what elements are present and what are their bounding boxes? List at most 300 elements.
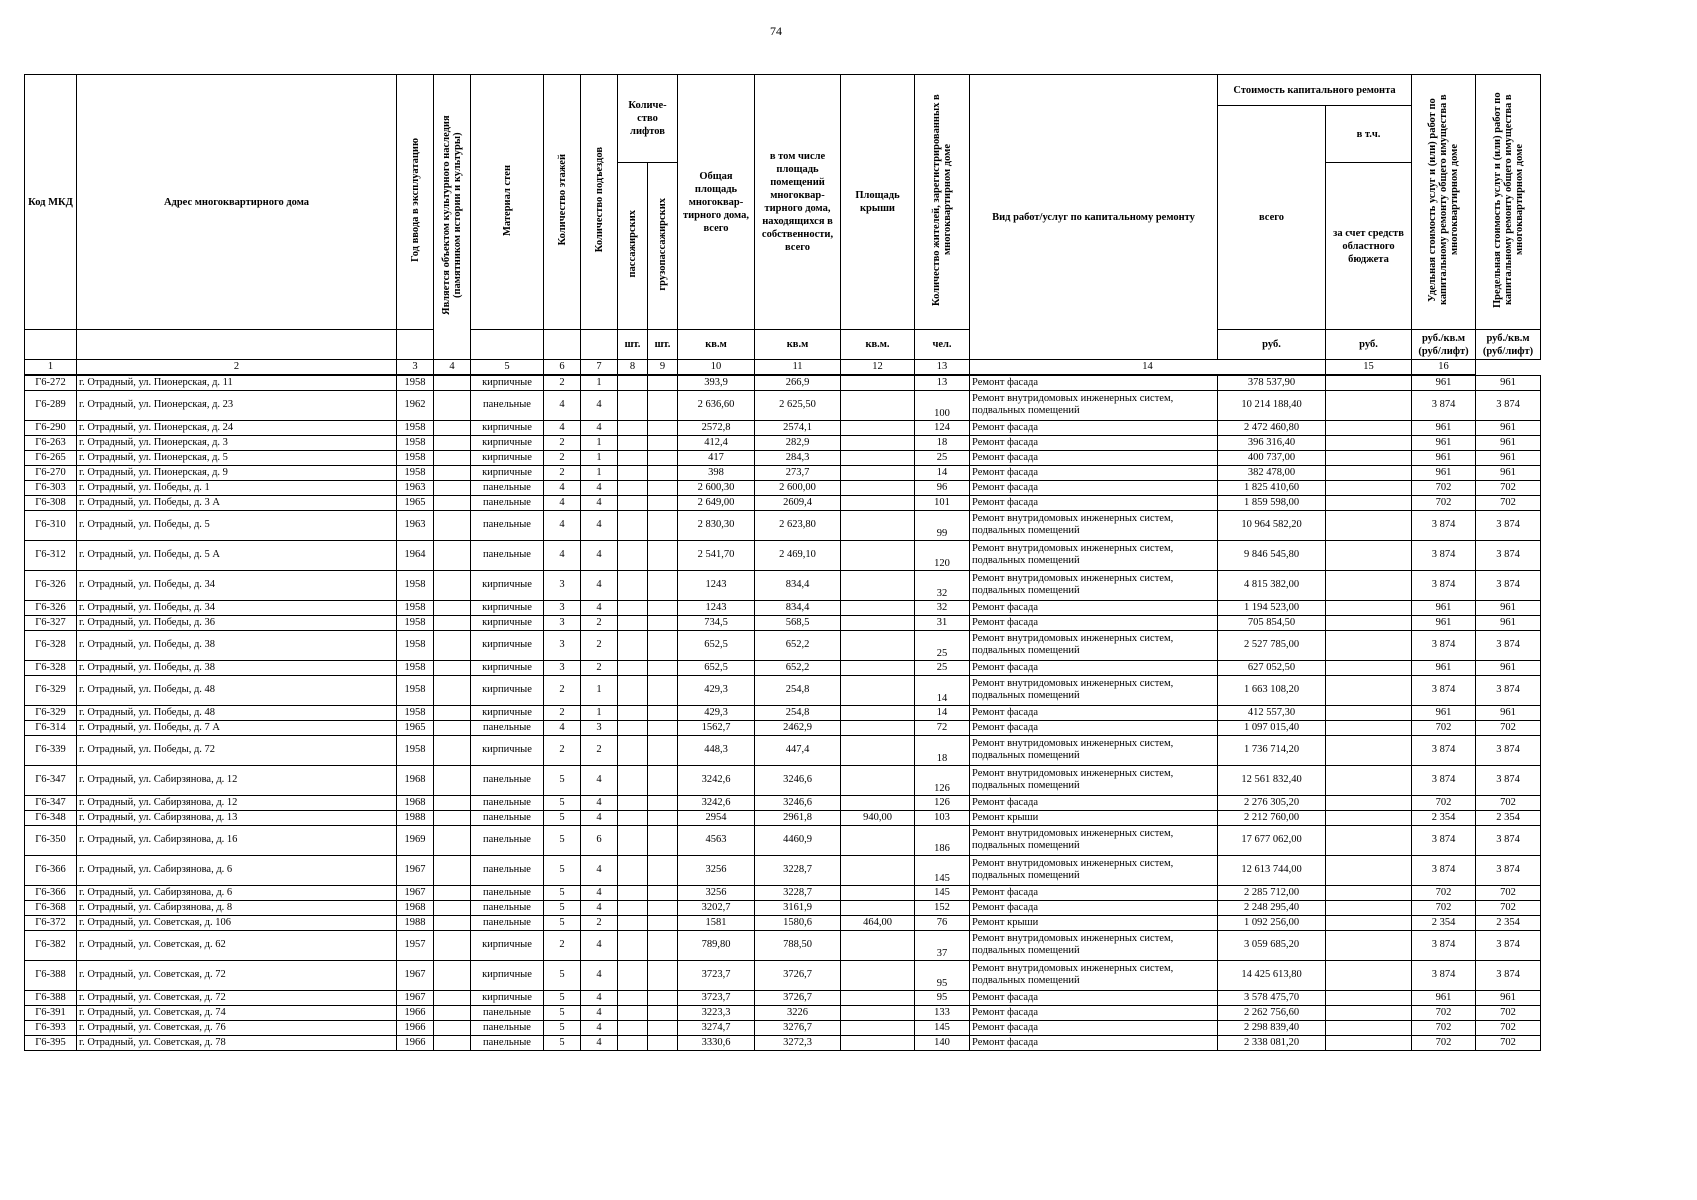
address-cell: г. Отрадный, ул. Победы, д. 48 — [77, 675, 397, 705]
roof-area-cell — [841, 765, 915, 795]
mkd-code-cell: Г6-393 — [25, 1020, 77, 1035]
mkd-code-cell: Г6-314 — [25, 720, 77, 735]
cost-regional-cell — [1326, 855, 1412, 885]
address-cell: г. Отрадный, ул. Победы, д. 34 — [77, 570, 397, 600]
year-built-cell: 1962 — [397, 390, 434, 420]
residents-cell: 145 — [915, 1020, 970, 1035]
cost-total-cell: 1 097 015,40 — [1218, 720, 1326, 735]
year-built-cell: 1967 — [397, 990, 434, 1005]
table-row — [25, 1005, 1541, 1020]
limit-cost-cell: 3 874 — [1476, 855, 1541, 885]
entrances-cell: 3 — [581, 720, 618, 735]
unit-cost-cell: 961 — [1412, 420, 1476, 435]
work-type-cell: Ремонт внутридомовых инженерных систем, подвальных помещений — [970, 960, 1218, 990]
column-number-row — [25, 360, 1541, 376]
address-cell: г. Отрадный, ул. Пионерская, д. 9 — [77, 465, 397, 480]
residents-cell: 76 — [915, 915, 970, 930]
cost-regional-cell — [1326, 915, 1412, 930]
floors-cell: 5 — [544, 1035, 581, 1050]
year-built-cell: 1958 — [397, 375, 434, 390]
lifts-cargo-cell — [648, 420, 678, 435]
limit-cost-cell: 3 874 — [1476, 735, 1541, 765]
unit-unit-cost: руб./кв.м (руб/лифт) — [1412, 330, 1476, 360]
wall-material-cell: панельные — [471, 885, 544, 900]
mkd-code-cell: Г6-326 — [25, 570, 77, 600]
owned-area-cell: 273,7 — [755, 465, 841, 480]
column-number: 12 — [841, 360, 915, 376]
mkd-code-cell: Г6-347 — [25, 795, 77, 810]
limit-cost-cell: 3 874 — [1476, 930, 1541, 960]
year-built-cell: 1958 — [397, 465, 434, 480]
table-row — [25, 390, 1541, 420]
residents-cell: 32 — [915, 570, 970, 600]
floors-cell: 5 — [544, 825, 581, 855]
unit-cost-cell: 3 874 — [1412, 510, 1476, 540]
owned-area-cell: 3272,3 — [755, 1035, 841, 1050]
lifts-cargo-cell — [648, 450, 678, 465]
total-area-cell: 417 — [678, 450, 755, 465]
heritage-flag-cell — [434, 990, 471, 1005]
lifts-cargo-cell — [648, 1020, 678, 1035]
work-type-cell: Ремонт внутридомовых инженерных систем, подвальных помещений — [970, 510, 1218, 540]
floors-cell: 2 — [544, 450, 581, 465]
lifts-passenger-cell — [618, 915, 648, 930]
limit-cost-cell: 961 — [1476, 420, 1541, 435]
lifts-passenger-cell — [618, 885, 648, 900]
floors-cell: 3 — [544, 660, 581, 675]
roof-area-cell — [841, 990, 915, 1005]
floors-cell: 4 — [544, 510, 581, 540]
limit-cost-cell: 3 874 — [1476, 570, 1541, 600]
total-area-cell: 3723,7 — [678, 960, 755, 990]
total-area-cell: 1562,7 — [678, 720, 755, 735]
wall-material-cell: панельные — [471, 900, 544, 915]
roof-area-cell — [841, 615, 915, 630]
year-built-cell: 1965 — [397, 720, 434, 735]
residents-cell: 72 — [915, 720, 970, 735]
unit-roof-area: кв.м. — [841, 330, 915, 360]
roof-area-cell — [841, 720, 915, 735]
lifts-passenger-cell — [618, 1035, 648, 1050]
heritage-flag-cell — [434, 570, 471, 600]
address-cell: г. Отрадный, ул. Пионерская, д. 11 — [77, 375, 397, 390]
total-area-cell: 429,3 — [678, 705, 755, 720]
table-row — [25, 465, 1541, 480]
owned-area-cell: 568,5 — [755, 615, 841, 630]
header-total-area: Общая площадь многоквар-тирного дома, всего — [678, 75, 755, 330]
limit-cost-cell: 961 — [1476, 660, 1541, 675]
total-area-cell: 734,5 — [678, 615, 755, 630]
total-area-cell: 2954 — [678, 810, 755, 825]
limit-cost-cell: 3 874 — [1476, 510, 1541, 540]
entrances-cell: 4 — [581, 570, 618, 600]
entrances-cell: 2 — [581, 735, 618, 765]
cost-regional-cell — [1326, 495, 1412, 510]
heritage-flag-cell — [434, 615, 471, 630]
heritage-flag-cell — [434, 930, 471, 960]
wall-material-cell: кирпичные — [471, 420, 544, 435]
unit-cost-cell: 961 — [1412, 990, 1476, 1005]
cost-total-cell: 2 248 295,40 — [1218, 900, 1326, 915]
owned-area-cell: 788,50 — [755, 930, 841, 960]
mkd-code-cell: Г6-395 — [25, 1035, 77, 1050]
heritage-flag-cell — [434, 660, 471, 675]
owned-area-cell: 282,9 — [755, 435, 841, 450]
total-area-cell: 412,4 — [678, 435, 755, 450]
year-built-cell: 1968 — [397, 795, 434, 810]
lifts-passenger-cell — [618, 600, 648, 615]
cost-regional-cell — [1326, 885, 1412, 900]
residents-cell: 124 — [915, 420, 970, 435]
lifts-passenger-cell — [618, 435, 648, 450]
unit-floors — [544, 330, 581, 360]
limit-cost-cell: 3 874 — [1476, 630, 1541, 660]
total-area-cell: 3242,6 — [678, 795, 755, 810]
header-work-type: Вид работ/услуг по капитальному ремонту — [970, 75, 1218, 360]
lifts-cargo-cell — [648, 1035, 678, 1050]
floors-cell: 3 — [544, 570, 581, 600]
entrances-cell: 4 — [581, 600, 618, 615]
wall-material-cell: кирпичные — [471, 600, 544, 615]
cost-total-cell: 627 052,50 — [1218, 660, 1326, 675]
roof-area-cell — [841, 465, 915, 480]
table-row — [25, 735, 1541, 765]
roof-area-cell — [841, 825, 915, 855]
lifts-cargo-cell — [648, 390, 678, 420]
cost-total-cell: 400 737,00 — [1218, 450, 1326, 465]
lifts-cargo-cell — [648, 810, 678, 825]
unit-cost-cell: 961 — [1412, 705, 1476, 720]
lifts-passenger-cell — [618, 540, 648, 570]
lifts-passenger-cell — [618, 420, 648, 435]
residents-cell: 14 — [915, 705, 970, 720]
cost-regional-cell — [1326, 570, 1412, 600]
header-cost: Стоимость капитального ремонта — [1218, 75, 1412, 106]
header-lifts-passenger: пассажирских — [618, 163, 648, 330]
entrances-cell: 4 — [581, 990, 618, 1005]
floors-cell: 2 — [544, 375, 581, 390]
wall-material-cell: панельные — [471, 765, 544, 795]
cost-total-cell: 382 478,00 — [1218, 465, 1326, 480]
cost-total-cell: 10 214 188,40 — [1218, 390, 1326, 420]
cost-regional-cell — [1326, 1005, 1412, 1020]
lifts-cargo-cell — [648, 435, 678, 450]
wall-material-cell: кирпичные — [471, 960, 544, 990]
owned-area-cell: 3246,6 — [755, 795, 841, 810]
roof-area-cell — [841, 375, 915, 390]
owned-area-cell: 2961,8 — [755, 810, 841, 825]
cost-regional-cell — [1326, 510, 1412, 540]
roof-area-cell — [841, 705, 915, 720]
address-cell: г. Отрадный, ул. Советская, д. 72 — [77, 960, 397, 990]
work-type-cell: Ремонт крыши — [970, 810, 1218, 825]
work-type-cell: Ремонт внутридомовых инженерных систем, подвальных помещений — [970, 390, 1218, 420]
total-area-cell: 1581 — [678, 915, 755, 930]
total-area-cell: 2 830,30 — [678, 510, 755, 540]
header-cost-regional: за счет средств областного бюджета — [1326, 163, 1412, 330]
floors-cell: 5 — [544, 990, 581, 1005]
limit-cost-cell: 3 874 — [1476, 825, 1541, 855]
residents-cell: 103 — [915, 810, 970, 825]
cost-regional-cell — [1326, 705, 1412, 720]
cost-total-cell: 705 854,50 — [1218, 615, 1326, 630]
total-area-cell: 3223,3 — [678, 1005, 755, 1020]
address-cell: г. Отрадный, ул. Победы, д. 1 — [77, 480, 397, 495]
year-built-cell: 1958 — [397, 630, 434, 660]
lifts-passenger-cell — [618, 930, 648, 960]
wall-material-cell: панельные — [471, 390, 544, 420]
entrances-cell: 4 — [581, 855, 618, 885]
entrances-cell: 1 — [581, 465, 618, 480]
lifts-cargo-cell — [648, 930, 678, 960]
lifts-passenger-cell — [618, 720, 648, 735]
work-type-cell: Ремонт внутридомовых инженерных систем, подвальных помещений — [970, 765, 1218, 795]
wall-material-cell: панельные — [471, 510, 544, 540]
address-cell: г. Отрадный, ул. Победы, д. 38 — [77, 660, 397, 675]
mkd-code-cell: Г6-391 — [25, 1005, 77, 1020]
table-row — [25, 765, 1541, 795]
column-number: 3 — [397, 360, 434, 376]
roof-area-cell — [841, 1005, 915, 1020]
roof-area-cell — [841, 1035, 915, 1050]
total-area-cell: 3256 — [678, 885, 755, 900]
mkd-code-cell: Г6-303 — [25, 480, 77, 495]
roof-area-cell — [841, 675, 915, 705]
wall-material-cell: панельные — [471, 540, 544, 570]
year-built-cell: 1957 — [397, 930, 434, 960]
lifts-passenger-cell — [618, 660, 648, 675]
work-type-cell: Ремонт фасада — [970, 375, 1218, 390]
lifts-cargo-cell — [648, 990, 678, 1005]
residents-cell: 25 — [915, 450, 970, 465]
unit-cost-total: руб. — [1218, 330, 1326, 360]
mkd-code-cell: Г6-289 — [25, 390, 77, 420]
residents-cell: 133 — [915, 1005, 970, 1020]
wall-material-cell: кирпичные — [471, 465, 544, 480]
table-row — [25, 540, 1541, 570]
cost-regional-cell — [1326, 480, 1412, 495]
cost-regional-cell — [1326, 765, 1412, 795]
column-number: 8 — [618, 360, 648, 376]
address-cell: г. Отрадный, ул. Победы, д. 34 — [77, 600, 397, 615]
wall-material-cell: кирпичные — [471, 705, 544, 720]
table-row — [25, 615, 1541, 630]
address-cell: г. Отрадный, ул. Сабирзянова, д. 8 — [77, 900, 397, 915]
roof-area-cell — [841, 630, 915, 660]
cost-total-cell: 412 557,30 — [1218, 705, 1326, 720]
year-built-cell: 1967 — [397, 960, 434, 990]
mkd-code-cell: Г6-372 — [25, 915, 77, 930]
entrances-cell: 4 — [581, 900, 618, 915]
total-area-cell: 789,80 — [678, 930, 755, 960]
unit-cost-cell: 702 — [1412, 1035, 1476, 1050]
cost-total-cell: 2 338 081,20 — [1218, 1035, 1326, 1050]
column-number: 13 — [915, 360, 970, 376]
table-row — [25, 885, 1541, 900]
mkd-code-cell: Г6-382 — [25, 930, 77, 960]
unit-cost-regional: руб. — [1326, 330, 1412, 360]
total-area-cell: 2 636,60 — [678, 390, 755, 420]
mkd-code-cell: Г6-368 — [25, 900, 77, 915]
total-area-cell: 652,5 — [678, 660, 755, 675]
wall-material-cell: панельные — [471, 495, 544, 510]
unit-cost-cell: 702 — [1412, 1020, 1476, 1035]
floors-cell: 5 — [544, 915, 581, 930]
heritage-flag-cell — [434, 480, 471, 495]
heritage-flag-cell — [434, 1005, 471, 1020]
heritage-flag-cell — [434, 765, 471, 795]
unit-lifts-cargo: шт. — [648, 330, 678, 360]
column-number: 14 — [970, 360, 1326, 376]
cost-regional-cell — [1326, 630, 1412, 660]
year-built-cell: 1967 — [397, 885, 434, 900]
heritage-flag-cell — [434, 510, 471, 540]
roof-area-cell — [841, 390, 915, 420]
heritage-flag-cell — [434, 900, 471, 915]
work-type-cell: Ремонт внутридомовых инженерных систем, подвальных помещений — [970, 570, 1218, 600]
heritage-flag-cell — [434, 600, 471, 615]
address-cell: г. Отрадный, ул. Победы, д. 5 — [77, 510, 397, 540]
header-unit-cost: Удельная стоимость услуг и (или) работ по капитальному ремонту общего имущества в многоквартирном доме — [1412, 75, 1476, 330]
limit-cost-cell: 702 — [1476, 1005, 1541, 1020]
work-type-cell: Ремонт фасада — [970, 450, 1218, 465]
wall-material-cell: панельные — [471, 825, 544, 855]
cost-total-cell: 396 316,40 — [1218, 435, 1326, 450]
roof-area-cell — [841, 735, 915, 765]
unit-cost-cell: 3 874 — [1412, 930, 1476, 960]
heritage-flag-cell — [434, 495, 471, 510]
cost-total-cell: 2 472 460,80 — [1218, 420, 1326, 435]
roof-area-cell: 940,00 — [841, 810, 915, 825]
limit-cost-cell: 2 354 — [1476, 810, 1541, 825]
mkd-code-cell: Г6-339 — [25, 735, 77, 765]
year-built-cell: 1968 — [397, 765, 434, 795]
table-row — [25, 600, 1541, 615]
residents-cell: 126 — [915, 795, 970, 810]
total-area-cell: 1243 — [678, 600, 755, 615]
roof-area-cell — [841, 435, 915, 450]
unit-cost-cell: 3 874 — [1412, 630, 1476, 660]
wall-material-cell: кирпичные — [471, 615, 544, 630]
total-area-cell: 429,3 — [678, 675, 755, 705]
cost-total-cell: 4 815 382,00 — [1218, 570, 1326, 600]
cost-regional-cell — [1326, 420, 1412, 435]
unit-cost-cell: 961 — [1412, 615, 1476, 630]
mkd-code-cell: Г6-347 — [25, 765, 77, 795]
floors-cell: 4 — [544, 390, 581, 420]
cost-regional-cell — [1326, 900, 1412, 915]
owned-area-cell: 3228,7 — [755, 855, 841, 885]
mkd-code-cell: Г6-366 — [25, 885, 77, 900]
table-row — [25, 705, 1541, 720]
cost-regional-cell — [1326, 960, 1412, 990]
limit-cost-cell: 702 — [1476, 795, 1541, 810]
address-cell: г. Отрадный, ул. Сабирзянова, д. 13 — [77, 810, 397, 825]
lifts-passenger-cell — [618, 795, 648, 810]
cost-total-cell: 14 425 613,80 — [1218, 960, 1326, 990]
lifts-passenger-cell — [618, 705, 648, 720]
mkd-code-cell: Г6-326 — [25, 600, 77, 615]
floors-cell: 4 — [544, 480, 581, 495]
work-type-cell: Ремонт фасада — [970, 1035, 1218, 1050]
entrances-cell: 4 — [581, 495, 618, 510]
residents-cell: 126 — [915, 765, 970, 795]
lifts-passenger-cell — [618, 630, 648, 660]
floors-cell: 5 — [544, 900, 581, 915]
lifts-cargo-cell — [648, 1005, 678, 1020]
total-area-cell: 3723,7 — [678, 990, 755, 1005]
cost-regional-cell — [1326, 615, 1412, 630]
year-built-cell: 1966 — [397, 1005, 434, 1020]
total-area-cell: 448,3 — [678, 735, 755, 765]
address-cell: г. Отрадный, ул. Советская, д. 74 — [77, 1005, 397, 1020]
roof-area-cell — [841, 855, 915, 885]
total-area-cell: 2 649,00 — [678, 495, 755, 510]
floors-cell: 5 — [544, 1020, 581, 1035]
cost-regional-cell — [1326, 390, 1412, 420]
year-built-cell: 1958 — [397, 600, 434, 615]
table-row — [25, 1020, 1541, 1035]
residents-cell: 145 — [915, 855, 970, 885]
total-area-cell: 3330,6 — [678, 1035, 755, 1050]
year-built-cell: 1958 — [397, 420, 434, 435]
address-cell: г. Отрадный, ул. Победы, д. 72 — [77, 735, 397, 765]
lifts-passenger-cell — [618, 1005, 648, 1020]
cost-regional-cell — [1326, 660, 1412, 675]
column-number: 9 — [648, 360, 678, 376]
owned-area-cell: 284,3 — [755, 450, 841, 465]
table-row — [25, 495, 1541, 510]
lifts-passenger-cell — [618, 510, 648, 540]
unit-cost-cell: 3 874 — [1412, 960, 1476, 990]
wall-material-cell: кирпичные — [471, 660, 544, 675]
cost-regional-cell — [1326, 990, 1412, 1005]
column-number: 11 — [755, 360, 841, 376]
floors-cell: 5 — [544, 1005, 581, 1020]
limit-cost-cell: 3 874 — [1476, 675, 1541, 705]
entrances-cell: 4 — [581, 930, 618, 960]
entrances-cell: 2 — [581, 915, 618, 930]
floors-cell: 5 — [544, 960, 581, 990]
total-area-cell: 4563 — [678, 825, 755, 855]
cost-regional-cell — [1326, 930, 1412, 960]
lifts-passenger-cell — [618, 390, 648, 420]
cost-total-cell: 2 276 305,20 — [1218, 795, 1326, 810]
roof-area-cell — [841, 1020, 915, 1035]
column-number: 1 — [25, 360, 77, 376]
work-type-cell: Ремонт внутридомовых инженерных систем, подвальных помещений — [970, 630, 1218, 660]
floors-cell: 2 — [544, 675, 581, 705]
residents-cell: 14 — [915, 465, 970, 480]
floors-cell: 5 — [544, 765, 581, 795]
cost-regional-cell — [1326, 435, 1412, 450]
unit-cost-cell: 702 — [1412, 480, 1476, 495]
table-row — [25, 480, 1541, 495]
residents-cell: 31 — [915, 615, 970, 630]
table-row — [25, 435, 1541, 450]
owned-area-cell: 3726,7 — [755, 960, 841, 990]
floors-cell: 4 — [544, 540, 581, 570]
capital-repair-table — [24, 74, 1541, 1051]
roof-area-cell: 464,00 — [841, 915, 915, 930]
roof-area-cell — [841, 795, 915, 810]
wall-material-cell: кирпичные — [471, 735, 544, 765]
address-cell: г. Отрадный, ул. Победы, д. 36 — [77, 615, 397, 630]
total-area-cell: 2572,8 — [678, 420, 755, 435]
lifts-passenger-cell — [618, 765, 648, 795]
lifts-cargo-cell — [648, 615, 678, 630]
column-number: 6 — [544, 360, 581, 376]
